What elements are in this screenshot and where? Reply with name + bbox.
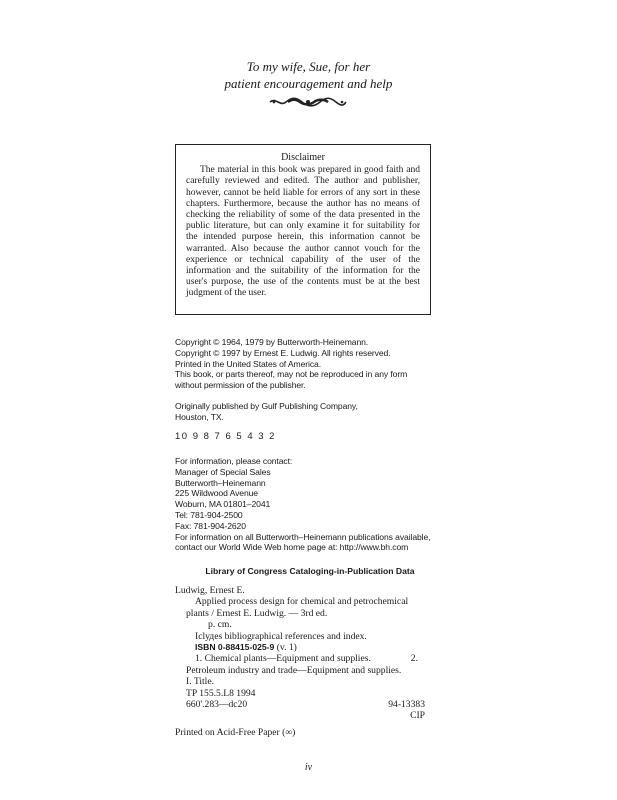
cip-pages: p. cm. [208, 619, 232, 631]
cip-includes: Iclудes bibliographical references and index. [195, 630, 367, 642]
cip-title-line-1: Applied process design for chemical and petrochemical [195, 596, 409, 608]
acid-free-notice: Printed on Acid-Free Paper (∞) [175, 727, 296, 738]
copyright-block [175, 337, 445, 391]
cip-subject-3: I. Title. [186, 676, 214, 688]
contact-line: 225 Wildwood Avenue [175, 488, 258, 499]
loc-heading: Library of Congress Cataloging-in-Publication Data [205, 566, 415, 576]
ornament-flourish-icon [268, 96, 348, 108]
cip-subject-2: Petroleum industry and trade—Equipment and supplies. [186, 664, 402, 676]
cip-subject-1 [175, 653, 425, 664]
cip-lccn: 94-13383 [388, 698, 425, 710]
printing-number-line: 10 9 8 7 6 5 4 3 2 [175, 431, 276, 442]
contact-line: Manager of Special Sales [175, 466, 271, 477]
cip-dewey: 660'.283—dc20 [186, 698, 248, 710]
cip-call-number-1: TP 155.5.L8 1994 [186, 687, 256, 699]
contact-line: Fax: 781-904-2620 [175, 520, 246, 531]
contact-line: Butterworth–Heinemann [175, 477, 266, 488]
disclaimer-box [175, 144, 431, 315]
copyright-line: Printed in the United States of America. [175, 358, 321, 369]
contact-line: For information on all Butterworth–Heinemann publications available, [175, 531, 431, 542]
original-publisher-line: Houston, TX. [175, 411, 224, 422]
page-number: iv [304, 762, 313, 773]
original-publisher-block [175, 401, 445, 423]
copyright-line: This book, or parts thereof, may not be reproduced in any form [175, 369, 408, 380]
copyright-line: Copyright © 1997 by Ernest E. Ludwig. All rights reserved. [175, 347, 391, 358]
disclaimer-title: Disclaimer [281, 152, 325, 163]
cip-title-line-2: plants / Ernest E. Ludwig. — 3rd ed. [186, 607, 328, 619]
cip-subject-1b: 2. [410, 653, 418, 665]
cip-tag: CIP [410, 710, 425, 722]
copyright-line: without permission of the publisher. [175, 380, 306, 391]
original-publisher-line: Originally published by Gulf Publishing Company, [175, 401, 358, 411]
contact-line: Tel: 781-904-2500 [175, 509, 243, 520]
dedication [0, 58, 617, 92]
dedication-line-1: To my wife, Sue, for her [246, 59, 371, 74]
contact-block [175, 456, 445, 553]
cip-call-number-2 [175, 699, 425, 710]
cip-author: Ludwig, Ernest E. [175, 585, 245, 596]
dedication-line-2: patient encouragement and help [224, 76, 393, 91]
cip-subject-1a: 1. Chemical plants—Equipment and supplies. [195, 653, 371, 665]
copyright-line: Copyright © 1964, 1979 by Butterworth-Heinemann. [175, 337, 369, 347]
contact-line: contact our World Wide Web home page at: http://www.bh.com [175, 542, 409, 553]
contact-line: Woburn, MA 01801–2041 [175, 499, 271, 510]
disclaimer-text: The material in this book was prepared in good faith and carefully reviewed and edited. The author and publisher, however, cannot be held liable for errors of any sort in these chapters. Furthermore, because the author has no means of checking the reliability of some of the data presented in the public literature, but can only examine it for suitability for the intended purpose herein, this information cannot be warranted. Also because the author cannot vouch for the experience or technical capability of the user of the information and the suitability of the information for the user's purpose, the use of the contents must be at the best judgment of the user. [186, 165, 420, 299]
contact-line: For information, please contact: [175, 456, 293, 466]
cip-isbn-label: ISBN 0-88415-025-9 [195, 641, 275, 652]
cip-isbn-volume: (v. 1) [276, 641, 297, 653]
cip-data-block [175, 585, 425, 722]
cip-tag-line [175, 710, 425, 721]
cip-isbn [175, 642, 425, 653]
